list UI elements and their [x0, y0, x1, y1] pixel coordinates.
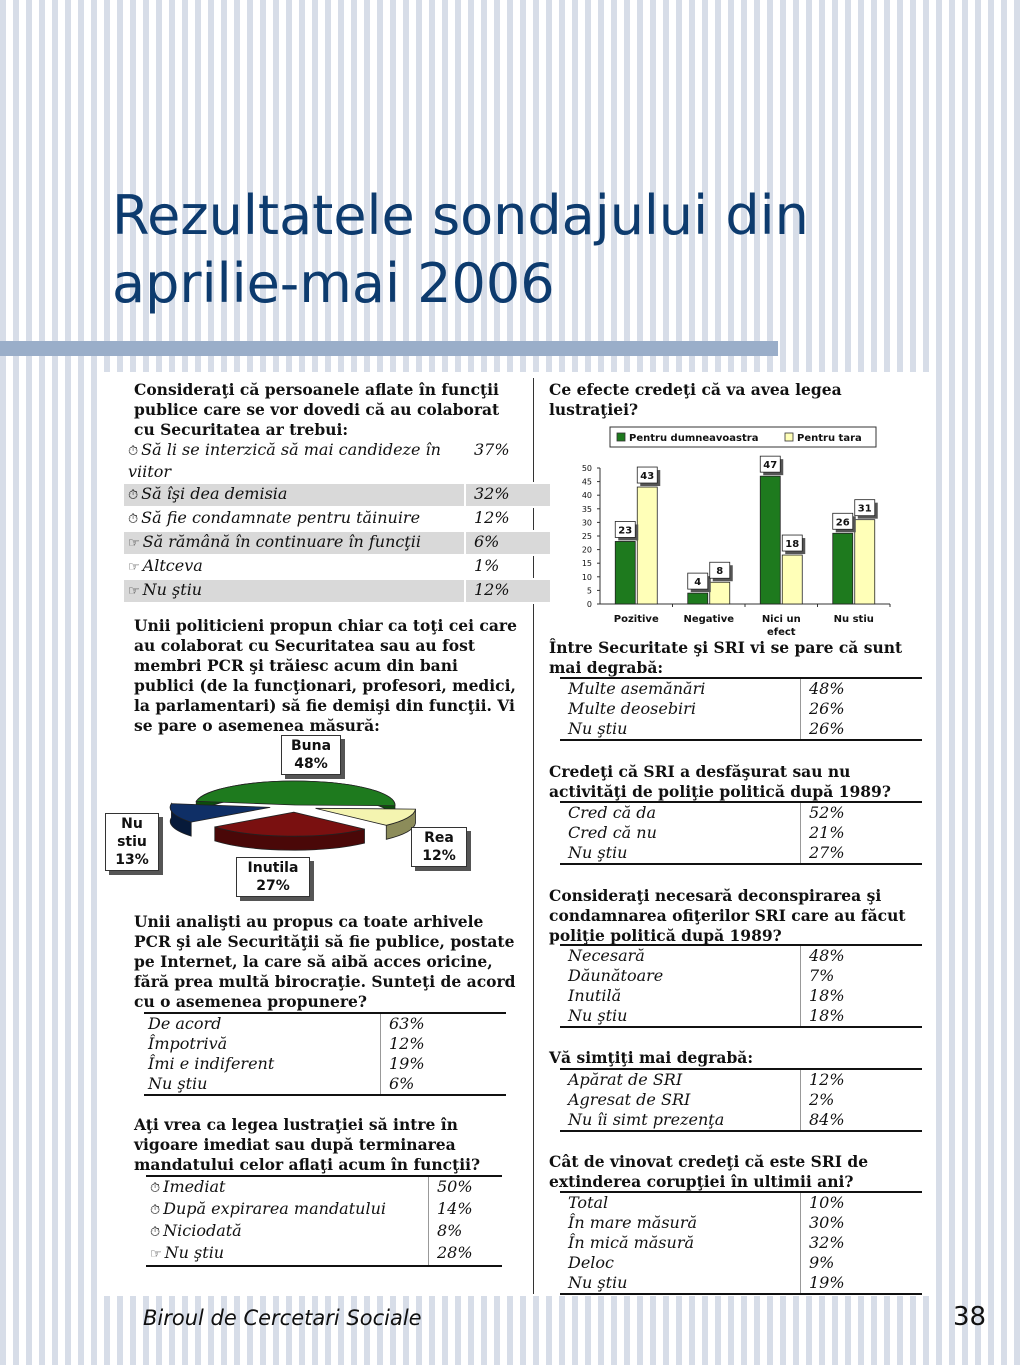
row-label: Să fie condamnate pentru tăinuire: [141, 508, 421, 527]
pie-slice-buna: [196, 781, 395, 806]
bar: [637, 487, 657, 604]
table-cell-label: [146, 1199, 429, 1221]
table-cell-label: [124, 507, 465, 531]
row-value: 84%: [801, 1110, 923, 1131]
row-label: Împotrivă: [148, 1034, 228, 1053]
row-label: Dăunătoare: [568, 966, 664, 985]
table-row: [560, 1273, 922, 1294]
y-tick-label: 30: [581, 518, 592, 528]
row-value: 50%: [429, 1176, 503, 1199]
clock-icon: ⏱: [150, 1181, 161, 1196]
x-tick-label: Nici un: [761, 614, 801, 625]
row-value: 19%: [801, 1273, 923, 1294]
table-row: [560, 802, 922, 823]
pie-label-rea: [411, 827, 467, 867]
table-cell-label: [146, 1243, 429, 1266]
pie-label-value: 13%: [115, 852, 149, 868]
table-cell-value: 1%: [465, 555, 550, 579]
row-label: Total: [568, 1193, 609, 1212]
row-value: 26%: [801, 719, 923, 740]
table-row: [560, 719, 922, 740]
pointer-icon: ☞: [128, 584, 140, 599]
row-value: 6%: [381, 1074, 507, 1095]
table-row: [560, 1192, 922, 1213]
legend-swatch: [617, 433, 625, 441]
pointer-icon: ☞: [128, 536, 140, 551]
title-line-2: aprilie-mai 2006: [112, 252, 555, 315]
row-label: Altceva: [142, 556, 203, 575]
x-tick-label: Nu stiu: [833, 614, 874, 625]
row-value: 12%: [381, 1034, 507, 1054]
table-row: [124, 555, 550, 579]
row-value: 14%: [429, 1199, 503, 1221]
table-cell-label: [124, 531, 465, 555]
y-tick-label: 25: [581, 532, 592, 541]
page-number: 38: [953, 1302, 987, 1332]
table-cell-label: [124, 483, 465, 507]
table-row: [560, 986, 922, 1006]
row-label: Multe deosebiri: [568, 699, 696, 718]
pie-label-value: 27%: [256, 878, 290, 894]
table-row: [560, 1233, 922, 1253]
clock-icon: ⏱: [150, 1203, 161, 1218]
row-label: În mică măsură: [568, 1233, 694, 1252]
pie-label-value: 12%: [422, 848, 456, 864]
table-row: [144, 1074, 506, 1095]
table-row: [560, 1110, 922, 1131]
row-value: 48%: [801, 678, 923, 699]
row-label: Niciodată: [163, 1221, 242, 1240]
y-tick-label: 10: [581, 572, 592, 582]
clock-icon: ⏱: [128, 512, 139, 527]
pie-label-buna: [281, 735, 341, 775]
table-cell-label: [146, 1221, 429, 1243]
table-cell-label: [124, 579, 465, 603]
data-label: 26: [835, 517, 850, 529]
q8-question: Consideraţi necesară deconspirarea şi condamnarea ofiţerilor SRI care au făcut poliţie politică după 1989?: [549, 886, 906, 945]
data-label: 23: [618, 525, 633, 537]
row-value: 28%: [429, 1243, 503, 1266]
table-row: [560, 823, 922, 843]
q7-table: [560, 801, 922, 865]
row-value: 18%: [801, 986, 923, 1006]
title-line-1: Rezultatele sondajului din: [112, 184, 809, 247]
table-cell-value: 12%: [465, 507, 550, 531]
row-label: În mare măsură: [568, 1213, 698, 1232]
row-value: 7%: [801, 966, 923, 986]
row-value: 30%: [801, 1213, 923, 1233]
y-tick-label: 50: [581, 464, 592, 473]
slide-title: [112, 182, 972, 318]
row-label: Deloc: [568, 1253, 615, 1272]
bar: [760, 476, 780, 604]
q5-question: Ce efecte credeţi că va avea legea lustraţiei?: [549, 380, 842, 419]
effects-bar-chart: [560, 424, 900, 644]
bar: [855, 520, 875, 604]
row-label: După expirarea mandatului: [163, 1199, 386, 1218]
row-label: Cred că nu: [568, 823, 657, 842]
table-row: [560, 1006, 922, 1027]
bar: [782, 555, 802, 604]
pie-label-name: Rea: [424, 830, 454, 846]
footer-organization: Biroul de Cercetari Sociale: [143, 1306, 422, 1330]
data-label: 18: [785, 539, 800, 551]
y-tick-label: 20: [581, 545, 592, 555]
y-tick-label: 35: [581, 504, 592, 514]
q4-table: [146, 1175, 502, 1267]
row-value: 26%: [801, 699, 923, 719]
row-value: 18%: [801, 1006, 923, 1027]
pie-label-inutila: [236, 857, 310, 897]
row-label: Să rămână în continuare în funcţii: [142, 532, 422, 551]
row-label: Nu ştiu: [148, 1074, 208, 1093]
data-label: 4: [694, 577, 702, 589]
table-row: [560, 843, 922, 864]
table-cell-value: 37%: [465, 440, 550, 483]
table-row: [124, 531, 550, 555]
row-value: 2%: [801, 1090, 923, 1110]
table-row: [144, 1054, 506, 1074]
row-value: 19%: [381, 1054, 507, 1074]
table-row: [560, 699, 922, 719]
row-value: 9%: [801, 1253, 923, 1273]
table-cell-label: [146, 1176, 429, 1199]
legend-label: Pentru dumneavoastra: [629, 433, 759, 444]
pie-label-name: Buna: [290, 738, 332, 754]
row-label: Cred că da: [568, 803, 657, 822]
pie-label-nu-stiu: [105, 813, 159, 871]
row-value: 63%: [381, 1013, 507, 1034]
clock-icon: ⏱: [150, 1225, 161, 1240]
clock-icon: ⏱: [128, 488, 139, 503]
row-value: 48%: [801, 945, 923, 966]
bar: [615, 541, 635, 604]
q4-question: Aţi vrea ca legea lustraţiei să intre în vigoare imediat sau după terminarea mandatului celor aflaţi acum în funcţii?: [134, 1115, 481, 1174]
y-tick-label: 40: [581, 491, 592, 501]
table-row: [144, 1013, 506, 1034]
data-label: 47: [763, 460, 778, 472]
bar: [710, 582, 730, 604]
table-cell-value: 6%: [465, 531, 550, 555]
q10-question: Cât de vinovat credeţi că este SRI de extinderea corupţiei în ultimii ani?: [549, 1152, 869, 1191]
q6-question: Între Securitate şi SRI vi se pare că sunt mai degrabă:: [549, 638, 903, 677]
pie-label-name: Inutila: [247, 860, 299, 876]
table-row: [560, 1253, 922, 1273]
q1-question: Consideraţi că persoanele aflate în funcţii publice care se vor dovedi că au colaborat cu Securitatea ar trebui:: [134, 380, 500, 439]
table-row: [124, 579, 550, 603]
table-row: [124, 507, 550, 531]
row-label: Apărat de SRI: [568, 1070, 683, 1089]
y-tick-label: 5: [586, 586, 592, 596]
x-tick-label: Pozitive: [613, 614, 659, 625]
row-label: Inutilă: [568, 986, 622, 1005]
q7-question: Credeţi că SRI a desfăşurat sau nu activităţi de poliţie politică după 1989?: [549, 762, 891, 801]
legend-swatch: [785, 433, 793, 441]
row-value: 21%: [801, 823, 923, 843]
table-cell-value: 32%: [465, 483, 550, 507]
q10-table: [560, 1191, 922, 1295]
bar: [688, 593, 708, 604]
x-tick-label: Negative: [683, 614, 735, 625]
clock-icon: ⏱: [128, 444, 139, 459]
q9-question: Vă simţiţi mai degrabă:: [549, 1048, 754, 1067]
pointer-icon: ☞: [128, 560, 140, 575]
row-label: Nu ştiu: [142, 580, 203, 599]
row-label: Să li se interzică să mai candideze în viitor: [128, 440, 441, 481]
row-label: Nu ştiu: [568, 1273, 628, 1292]
q3-question: Unii analişti au propus ca toate arhivele PCR şi ale Securităţii să fie publice, postate pe Internet, la care să aibă acces oricine, fără prea multă birocraţie. Sunteţi de acord cu o asemenea propunere?: [134, 912, 516, 1011]
row-value: 32%: [801, 1233, 923, 1253]
row-label: Nu ştiu: [568, 843, 628, 862]
table-row: [560, 1213, 922, 1233]
table-cell-label: [124, 555, 465, 579]
row-label: Imediat: [163, 1177, 226, 1196]
row-value: 27%: [801, 843, 923, 864]
table-row: [560, 966, 922, 986]
y-tick-label: 45: [581, 477, 592, 487]
table-row: [560, 945, 922, 966]
row-label: Multe asemănări: [568, 679, 706, 698]
row-value: 12%: [801, 1069, 923, 1090]
row-value: 52%: [801, 802, 923, 823]
row-value: 10%: [801, 1192, 923, 1213]
table-row: [144, 1034, 506, 1054]
row-label: De acord: [148, 1014, 222, 1033]
pie-label-name: Nu stiu: [117, 816, 147, 850]
row-value: 8%: [429, 1221, 503, 1243]
table-row: [560, 1090, 922, 1110]
table-row: [146, 1221, 502, 1243]
table-row: [124, 483, 550, 507]
opinion-pie-chart: [150, 760, 450, 870]
q1-table: [124, 440, 550, 604]
table-row: [124, 440, 550, 483]
row-label: Îmi e indiferent: [148, 1054, 275, 1073]
data-label: 43: [640, 471, 655, 483]
y-tick-label: 0: [586, 600, 592, 609]
title-rule: [0, 341, 778, 356]
data-label: 31: [857, 503, 872, 515]
row-label: Agresat de SRI: [568, 1090, 691, 1109]
table-row: [146, 1176, 502, 1199]
table-row: [146, 1243, 502, 1266]
data-label: 8: [716, 566, 724, 578]
y-tick-label: 15: [581, 559, 592, 569]
x-tick-label: efect: [766, 627, 796, 638]
pointer-icon: ☞: [150, 1247, 162, 1262]
row-label: Nu ştiu: [568, 1006, 628, 1025]
table-row: [560, 1069, 922, 1090]
q8-table: [560, 944, 922, 1028]
legend-label: Pentru tara: [797, 433, 862, 444]
table-row: [560, 678, 922, 699]
q9-table: [560, 1068, 922, 1132]
table-cell-value: 12%: [465, 579, 550, 603]
row-label: Să îşi dea demisia: [141, 484, 288, 503]
table-row: [146, 1199, 502, 1221]
row-label: Nu ştiu: [164, 1243, 225, 1262]
q3-table: [144, 1012, 506, 1096]
row-label: Necesară: [568, 946, 645, 965]
q2-question: Unii politicieni propun chiar ca toţi cei care au colaborat cu Securitatea sau au fost membri PCR şi trăiesc acum din bani publici (de la funcţionari, profesori, medici, la parlamentari) să fie demişi din funcţii. Vi se pare o asemenea măsură:: [134, 616, 517, 735]
bar: [833, 533, 853, 604]
q6-table: [560, 677, 922, 741]
pie-label-value: 48%: [294, 756, 328, 772]
row-label: Nu ştiu: [568, 719, 628, 738]
row-label: Nu îi simt prezenţa: [568, 1110, 725, 1129]
table-cell-label: [124, 440, 465, 483]
